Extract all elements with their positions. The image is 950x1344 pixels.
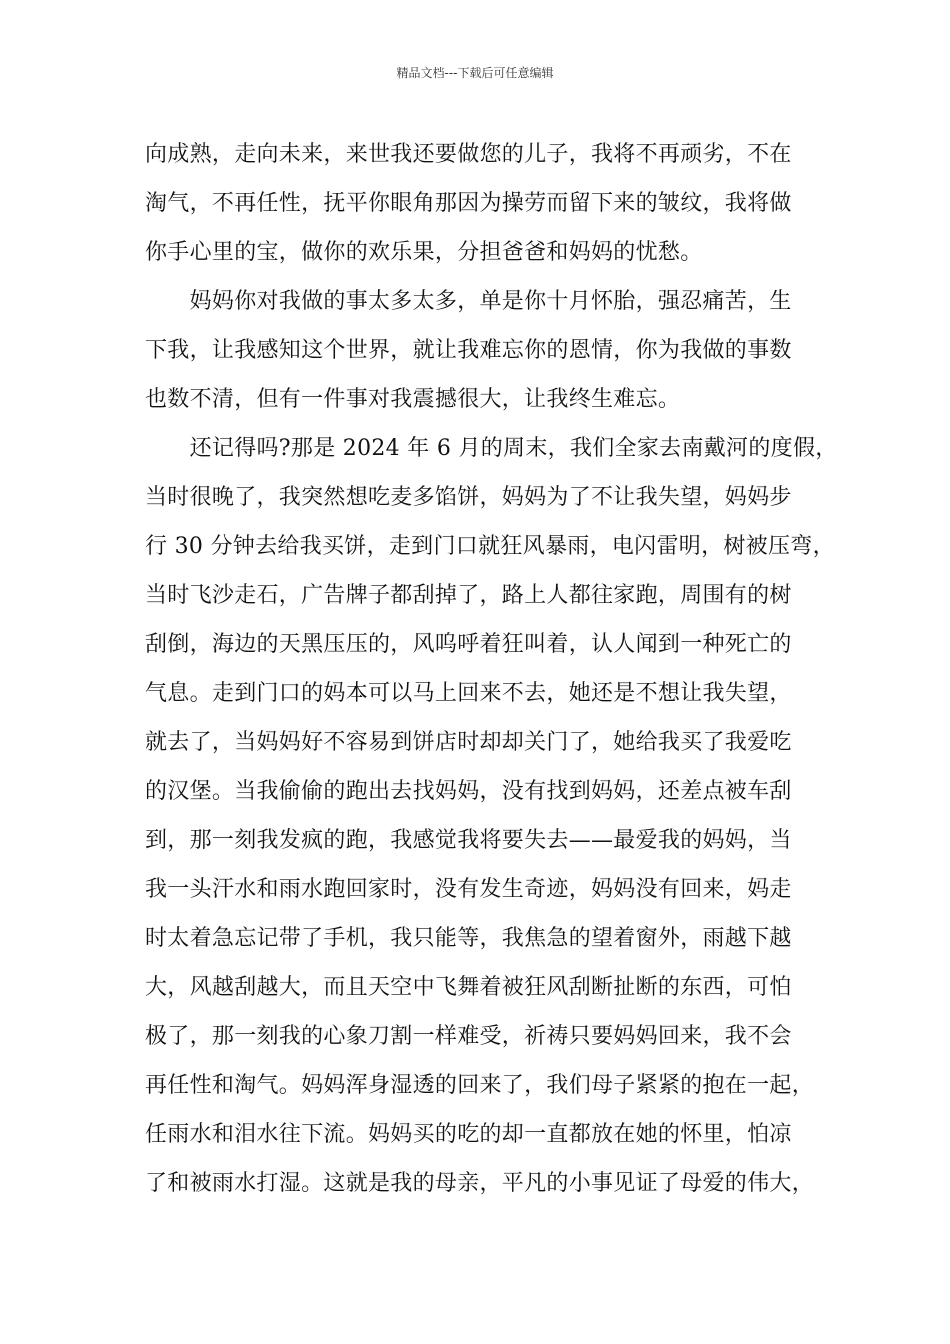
text-line: 的汉堡。当我偷偷的跑出去找妈妈，没有找到妈妈，还差点被车刮 xyxy=(145,779,792,804)
text-line: 到，那一刻我发疯的跑，我感觉我将要失去——最爱我的妈妈，当 xyxy=(145,828,792,853)
text-line: 淘气，不再任性，抚平你眼角那因为操劳而留下来的皱纹，我将做 xyxy=(145,191,792,216)
text-line: 也数不清，但有一件事对我震撼很大，让我终生难忘。 xyxy=(145,387,681,412)
text-line: 我一头汗水和雨水跑回家时，没有发生奇迹，妈妈没有回来，妈走 xyxy=(145,877,792,902)
text-line: 再任性和淘气。妈妈浑身湿透的回来了，我们母子紧紧的抱在一起， xyxy=(145,1073,815,1098)
text-line: 极了，那一刻我的心象刀割一样难受，祈祷只要妈妈回来，我不会 xyxy=(145,1024,792,1049)
page-header: 精品文档---下载后可任意编辑 xyxy=(396,66,554,80)
text-line: 就去了，当妈妈好不容易到饼店时却却关门了，她给我买了我爱吃 xyxy=(145,730,792,755)
text-line: 妈妈你对我做的事太多太多，单是你十月怀胎，强忍痛苦，生 xyxy=(145,289,792,314)
text-line: 当时飞沙走石，广告牌子都刮掉了，路上人都往家跑，周围有的树 xyxy=(145,583,792,608)
text-line: 向成熟，走向未来，来世我还要做您的儿子，我将不再顽劣，不在 xyxy=(145,142,792,167)
text-line: 还记得吗?那是 2024 年 6 月的周末，我们全家去南戴河的度假， xyxy=(145,436,838,461)
text-line: 时太着急忘记带了手机，我只能等，我焦急的望着窗外，雨越下越 xyxy=(145,926,792,951)
text-line: 气息。走到门口的妈本可以马上回来不去，她还是不想让我失望， xyxy=(145,681,792,706)
text-line: 大，风越刮越大，而且天空中飞舞着被狂风刮断扯断的东西，可怕 xyxy=(145,975,792,1000)
text-line: 你手心里的宝，做你的欢乐果，分担爸爸和妈妈的忧愁。 xyxy=(145,240,703,265)
text-line: 下我，让我感知这个世界，就让我难忘你的恩情，你为我做的事数 xyxy=(145,338,792,363)
text-line: 当时很晚了，我突然想吃麦多馅饼，妈妈为了不让我失望，妈妈步 xyxy=(145,485,792,510)
document-body xyxy=(145,130,838,1208)
text-line: 刮倒，海边的天黑压压的，风呜呼着狂叫着，认人闻到一种死亡的 xyxy=(145,632,792,657)
text-line: 任雨水和泪水往下流。妈妈买的吃的却一直都放在她的怀里，怕凉 xyxy=(145,1122,792,1147)
text-line: 了和被雨水打湿。这就是我的母亲，平凡的小事见证了母爱的伟大， xyxy=(145,1171,815,1196)
text-line: 行 30 分钟去给我买饼，走到门口就狂风暴雨，电闪雷明，树被压弯， xyxy=(145,534,835,559)
